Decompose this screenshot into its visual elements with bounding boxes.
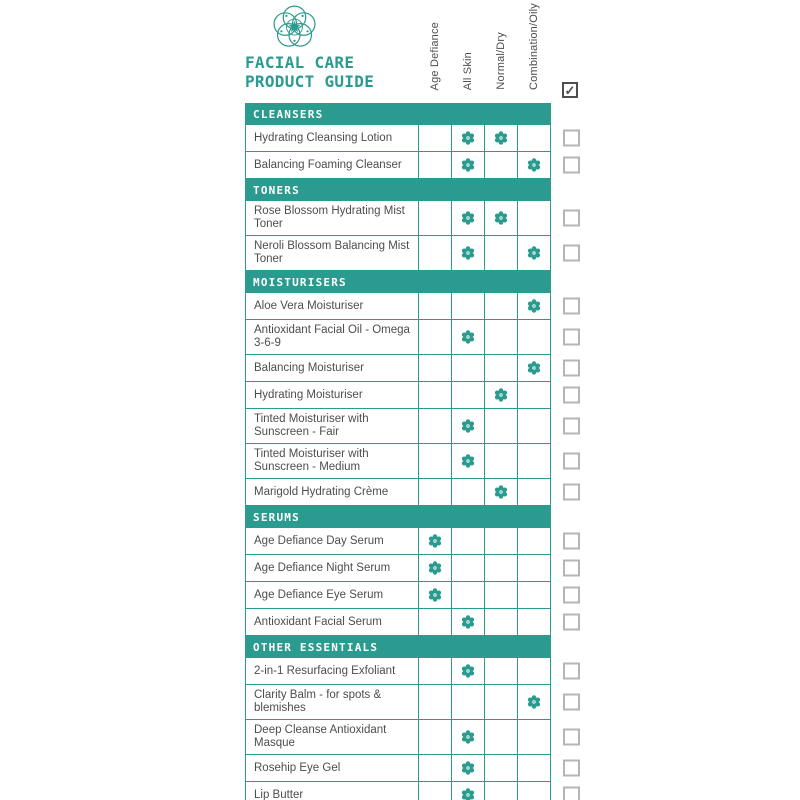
flower-mark-icon xyxy=(461,664,475,678)
mark-cell-age-defiance xyxy=(418,355,451,381)
product-checkbox[interactable] xyxy=(563,418,580,435)
product-name: Tinted Moisturiser with Sunscreen - Medium xyxy=(254,448,369,473)
mark-cell-all-skin xyxy=(451,152,484,178)
product-name: Age Defiance Night Serum xyxy=(254,561,391,574)
product-checkbox[interactable] xyxy=(563,298,580,315)
product-name: Lip Butter xyxy=(254,788,304,800)
mark-cell-combination-oily xyxy=(517,528,550,554)
column-header-all-skin: All Skin xyxy=(462,51,474,90)
mark-cell-age-defiance xyxy=(418,582,451,608)
product-name: Marigold Hydrating Crème xyxy=(254,485,389,498)
flower-mark-icon xyxy=(527,299,541,313)
product-row-age-defiance-night-serum xyxy=(245,555,551,582)
mark-cell-normal-dry xyxy=(484,201,517,235)
mark-cell-normal-dry xyxy=(484,720,517,754)
mark-cell-all-skin xyxy=(451,201,484,235)
mark-cell-all-skin xyxy=(451,609,484,635)
flower-mark-icon xyxy=(461,761,475,775)
flower-mark-icon xyxy=(428,561,442,575)
product-checkbox[interactable] xyxy=(563,245,580,262)
product-row-balancing-foaming-cleanser xyxy=(245,152,551,179)
mark-cell-combination-oily xyxy=(517,125,550,151)
product-name: Aloe Vera Moisturiser xyxy=(254,299,364,312)
product-row-2-in-1-resurfacing-exfoliant xyxy=(245,658,551,685)
column-header-combination-oily: Combination/Oily xyxy=(528,3,540,90)
mark-cell-combination-oily xyxy=(517,152,550,178)
mark-cell-all-skin xyxy=(451,293,484,319)
mark-cell-age-defiance xyxy=(418,555,451,581)
mark-cell-normal-dry xyxy=(484,125,517,151)
flower-mark-icon xyxy=(461,730,475,744)
flower-mark-icon xyxy=(527,246,541,260)
product-checkbox[interactable] xyxy=(563,560,580,577)
product-checkbox[interactable] xyxy=(563,533,580,550)
mark-cell-all-skin xyxy=(451,782,484,800)
product-row-tinted-moisturiser-with-sunscreen-medium xyxy=(245,444,551,479)
section-header-cleansers: CLEANSERS xyxy=(245,103,551,125)
mark-cell-all-skin xyxy=(451,355,484,381)
flower-mark-icon xyxy=(494,211,508,225)
mark-cell-age-defiance xyxy=(418,528,451,554)
section-header-other-essentials: OTHER ESSENTIALS xyxy=(245,636,551,658)
section-header-moisturisers: MOISTURISERS xyxy=(245,271,551,293)
section-header-serums: SERUMS xyxy=(245,506,551,528)
product-name: Rosehip Eye Gel xyxy=(254,761,341,774)
mark-cell-all-skin xyxy=(451,409,484,443)
mark-cell-all-skin xyxy=(451,720,484,754)
mark-cell-combination-oily xyxy=(517,409,550,443)
mark-cell-normal-dry xyxy=(484,355,517,381)
mark-cell-all-skin xyxy=(451,685,484,719)
product-checkbox[interactable] xyxy=(563,484,580,501)
mark-cell-combination-oily xyxy=(517,382,550,408)
flower-mark-icon xyxy=(461,454,475,468)
mark-cell-all-skin xyxy=(451,382,484,408)
product-checkbox[interactable] xyxy=(563,387,580,404)
flower-mandala-logo xyxy=(271,2,318,50)
title-line-1: FACIAL CARE xyxy=(245,53,355,72)
product-row-rose-blossom-hydrating-mist-toner xyxy=(245,201,551,236)
mark-cell-normal-dry xyxy=(484,152,517,178)
product-name: Age Defiance Day Serum xyxy=(254,534,384,547)
product-checkbox[interactable] xyxy=(563,130,580,147)
product-name: Rose Blossom Hydrating Mist Toner xyxy=(254,205,405,230)
column-header-normal-dry: Normal/Dry xyxy=(495,32,507,90)
flower-mark-icon xyxy=(494,131,508,145)
mark-cell-age-defiance xyxy=(418,293,451,319)
product-row-lip-butter xyxy=(245,782,551,800)
product-checkbox[interactable] xyxy=(563,694,580,711)
flower-mark-icon xyxy=(428,588,442,602)
product-row-neroli-blossom-balancing-mist-toner xyxy=(245,236,551,271)
mark-cell-age-defiance xyxy=(418,236,451,270)
mark-cell-combination-oily xyxy=(517,582,550,608)
checklist-header-checkbox[interactable] xyxy=(562,82,578,98)
product-name: Antioxidant Facial Oil - Omega 3-6-9 xyxy=(254,324,410,349)
product-checkbox[interactable] xyxy=(563,729,580,746)
product-row-clarity-balm-for-spots-blemishes xyxy=(245,685,551,720)
mark-cell-normal-dry xyxy=(484,555,517,581)
mark-cell-combination-oily xyxy=(517,685,550,719)
mark-cell-all-skin xyxy=(451,236,484,270)
product-row-rosehip-eye-gel xyxy=(245,755,551,782)
flower-mark-icon xyxy=(527,695,541,709)
mark-cell-all-skin xyxy=(451,555,484,581)
mark-cell-age-defiance xyxy=(418,479,451,505)
product-checkbox[interactable] xyxy=(563,453,580,470)
product-row-antioxidant-facial-serum xyxy=(245,609,551,636)
column-header-age-defiance: Age Defiance xyxy=(429,21,441,90)
mark-cell-age-defiance xyxy=(418,685,451,719)
mark-cell-normal-dry xyxy=(484,444,517,478)
flower-mark-icon xyxy=(428,534,442,548)
product-row-aloe-vera-moisturiser xyxy=(245,293,551,320)
mark-cell-age-defiance xyxy=(418,201,451,235)
mark-cell-all-skin xyxy=(451,658,484,684)
mark-cell-normal-dry xyxy=(484,782,517,800)
mark-cell-age-defiance xyxy=(418,609,451,635)
product-name: Clarity Balm - for spots & blemishes xyxy=(254,689,382,714)
checkmark-icon: ✓ xyxy=(564,82,576,98)
mark-cell-age-defiance xyxy=(418,320,451,354)
mark-cell-normal-dry xyxy=(484,755,517,781)
flower-mark-icon xyxy=(461,419,475,433)
product-name: Hydrating Moisturiser xyxy=(254,388,363,401)
product-name: Balancing Moisturiser xyxy=(254,361,364,374)
flower-mark-icon xyxy=(461,330,475,344)
mark-cell-normal-dry xyxy=(484,685,517,719)
product-name: Antioxidant Facial Serum xyxy=(254,615,382,628)
product-row-hydrating-moisturiser xyxy=(245,382,551,409)
product-name: Hydrating Cleansing Lotion xyxy=(254,131,393,144)
mark-cell-normal-dry xyxy=(484,320,517,354)
flower-mark-icon xyxy=(461,246,475,260)
mark-cell-normal-dry xyxy=(484,236,517,270)
product-name: Deep Cleanse Antioxidant Masque xyxy=(254,724,387,749)
mark-cell-combination-oily xyxy=(517,320,550,354)
mark-cell-combination-oily xyxy=(517,444,550,478)
mark-cell-normal-dry xyxy=(484,382,517,408)
flower-mark-icon xyxy=(527,158,541,172)
product-row-hydrating-cleansing-lotion xyxy=(245,125,551,152)
product-name: Tinted Moisturiser with Sunscreen - Fair xyxy=(254,413,369,438)
mark-cell-all-skin xyxy=(451,479,484,505)
mark-cell-combination-oily xyxy=(517,479,550,505)
mark-cell-age-defiance xyxy=(418,755,451,781)
mark-cell-age-defiance xyxy=(418,152,451,178)
mark-cell-combination-oily xyxy=(517,355,550,381)
mark-cell-normal-dry xyxy=(484,409,517,443)
product-checkbox[interactable] xyxy=(563,614,580,631)
product-checkbox[interactable] xyxy=(563,587,580,604)
product-name: Age Defiance Eye Serum xyxy=(254,588,384,601)
flower-mark-icon xyxy=(461,158,475,172)
mark-cell-age-defiance xyxy=(418,125,451,151)
mark-cell-combination-oily xyxy=(517,293,550,319)
product-name: 2-in-1 Resurfacing Exfoliant xyxy=(254,664,396,677)
mark-cell-combination-oily xyxy=(517,755,550,781)
mark-cell-normal-dry xyxy=(484,479,517,505)
mark-cell-age-defiance xyxy=(418,444,451,478)
mark-cell-normal-dry xyxy=(484,528,517,554)
product-checkbox[interactable] xyxy=(563,157,580,174)
mark-cell-age-defiance xyxy=(418,382,451,408)
mark-cell-combination-oily xyxy=(517,609,550,635)
mark-cell-combination-oily xyxy=(517,555,550,581)
mark-cell-all-skin xyxy=(451,755,484,781)
title-line-2: PRODUCT GUIDE xyxy=(245,72,375,91)
mark-cell-combination-oily xyxy=(517,720,550,754)
product-row-antioxidant-facial-oil-omega-3-6-9 xyxy=(245,320,551,355)
product-checkbox[interactable] xyxy=(563,360,580,377)
mark-cell-all-skin xyxy=(451,444,484,478)
product-checkbox[interactable] xyxy=(563,760,580,777)
mark-cell-normal-dry xyxy=(484,609,517,635)
product-name: Balancing Foaming Cleanser xyxy=(254,158,402,171)
product-checkbox[interactable] xyxy=(563,329,580,346)
mark-cell-age-defiance xyxy=(418,720,451,754)
product-checkbox[interactable] xyxy=(563,210,580,227)
mark-cell-age-defiance xyxy=(418,658,451,684)
flower-mark-icon xyxy=(461,211,475,225)
flower-mark-icon xyxy=(461,615,475,629)
page-title xyxy=(245,53,374,91)
mark-cell-combination-oily xyxy=(517,236,550,270)
product-table xyxy=(245,103,551,800)
flower-mark-icon xyxy=(494,388,508,402)
mark-cell-combination-oily xyxy=(517,658,550,684)
mark-cell-combination-oily xyxy=(517,201,550,235)
mark-cell-normal-dry xyxy=(484,658,517,684)
mark-cell-age-defiance xyxy=(418,782,451,800)
mark-cell-normal-dry xyxy=(484,582,517,608)
mark-cell-normal-dry xyxy=(484,293,517,319)
product-row-age-defiance-day-serum xyxy=(245,528,551,555)
product-checkbox[interactable] xyxy=(563,787,580,800)
mark-cell-all-skin xyxy=(451,125,484,151)
product-row-age-defiance-eye-serum xyxy=(245,582,551,609)
flower-mark-icon xyxy=(461,131,475,145)
section-header-toners: TONERS xyxy=(245,179,551,201)
product-checkbox[interactable] xyxy=(563,663,580,680)
product-row-deep-cleanse-antioxidant-masque xyxy=(245,720,551,755)
mark-cell-all-skin xyxy=(451,582,484,608)
mark-cell-all-skin xyxy=(451,528,484,554)
flower-mark-icon xyxy=(461,788,475,800)
product-row-marigold-hydrating-cr-me xyxy=(245,479,551,506)
flower-mark-icon xyxy=(527,361,541,375)
mark-cell-age-defiance xyxy=(418,409,451,443)
product-name: Neroli Blossom Balancing Mist Toner xyxy=(254,240,410,265)
mark-cell-combination-oily xyxy=(517,782,550,800)
mark-cell-all-skin xyxy=(451,320,484,354)
product-row-tinted-moisturiser-with-sunscreen-fair xyxy=(245,409,551,444)
flower-mark-icon xyxy=(494,485,508,499)
product-row-balancing-moisturiser xyxy=(245,355,551,382)
